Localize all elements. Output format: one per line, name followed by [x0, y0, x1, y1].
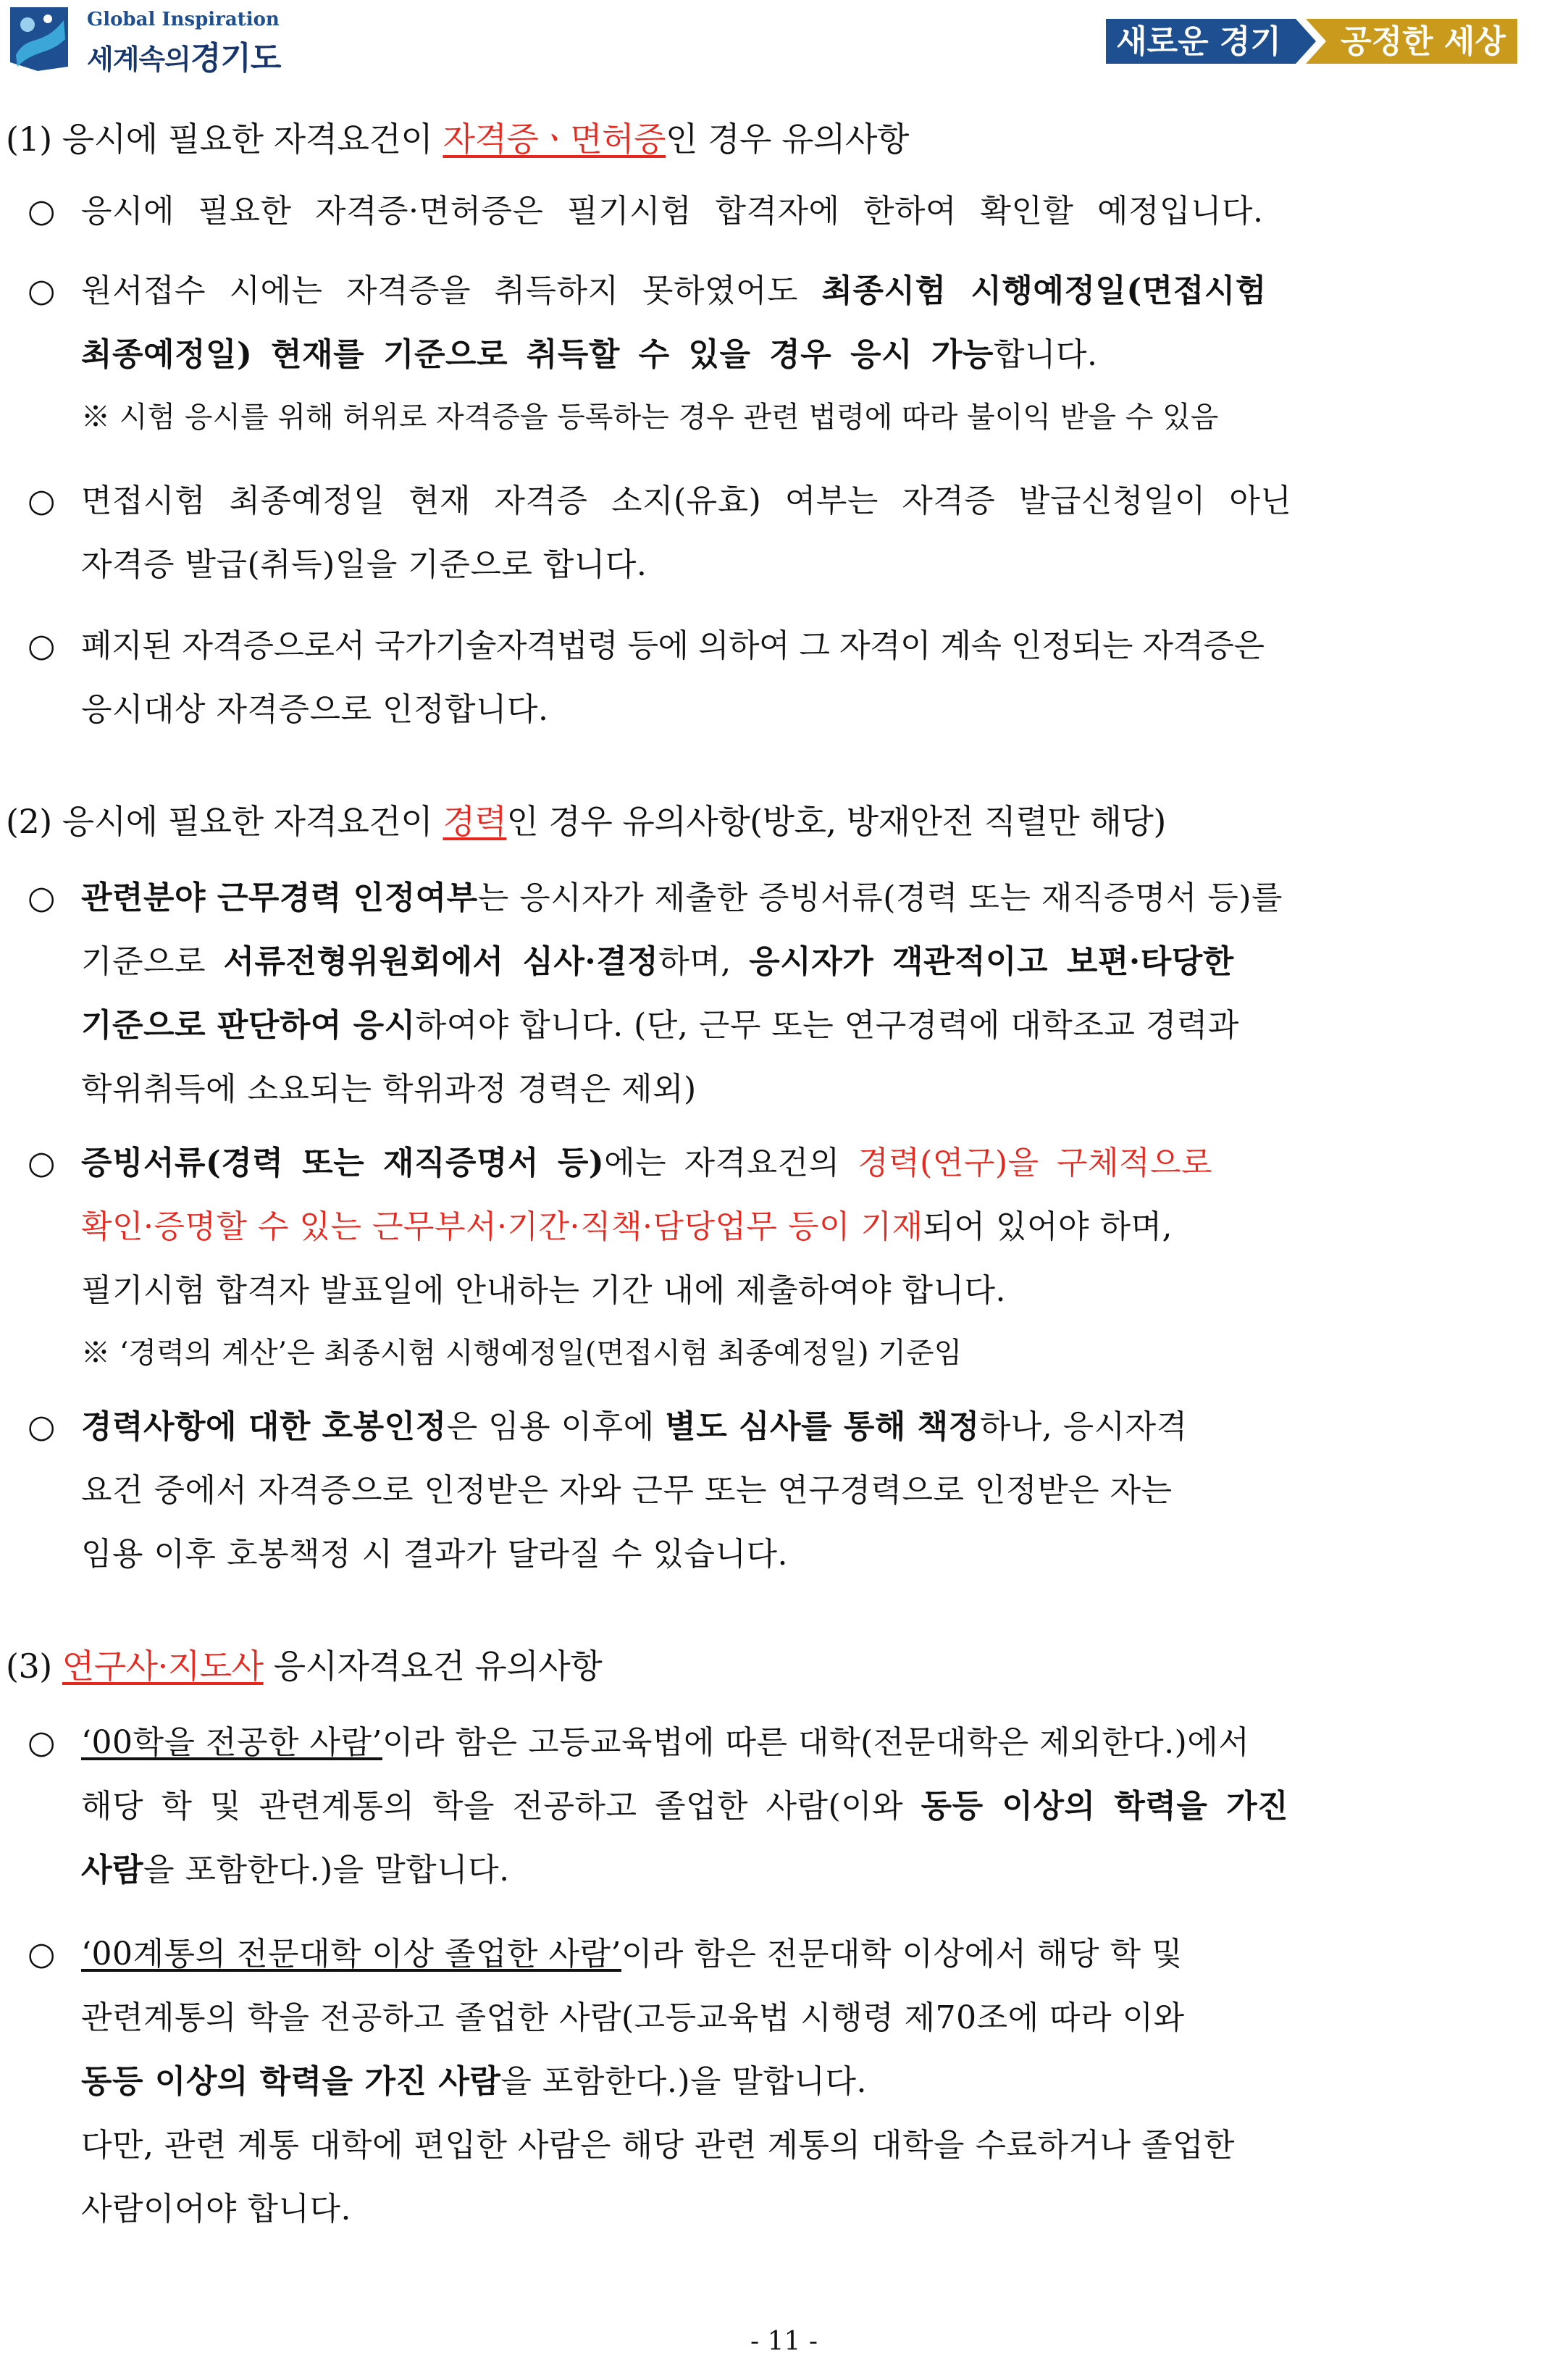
bullet-marker: ○ — [28, 193, 56, 230]
bullet-marker: ○ — [28, 1145, 56, 1181]
section2-heading: (2) 응시에 필요한 자격요건이 경력인 경우 유의사항(방호, 방재안전 직렬만 해당) — [6, 802, 1166, 841]
bullet-marker: ○ — [28, 482, 56, 519]
section1-heading: (1) 응시에 필요한 자격요건이 자격증ㆍ면허증인 경우 유의사항 — [6, 120, 909, 159]
bullet-marker: ○ — [28, 879, 56, 916]
section2-note: ※ ‘경력의 계산’은 최종시험 시행예정일(면접시험 최종예정일) 기준임 — [81, 1336, 963, 1370]
page-number: - 11 - — [750, 2327, 818, 2356]
section3-heading: (3) 연구사·지도사 응시자격요건 유의사항 — [6, 1647, 603, 1686]
slogan-left-text: 새로운 경기 — [1116, 23, 1281, 60]
gyeonggi-emblem-icon — [6, 4, 72, 74]
gyeonggi-logo — [6, 4, 281, 77]
bullet-marker: ○ — [28, 272, 56, 309]
slogan-banner — [1106, 16, 1517, 67]
logo-wordmark: 세계속의경기도 — [87, 40, 281, 77]
slogan-right-text: 공정한 세상 — [1341, 23, 1506, 60]
bullet-marker: ○ — [28, 1936, 56, 1973]
bullet-marker: ○ — [28, 627, 56, 664]
section1-note: ※ 시험 응시를 위해 허위로 자격증을 등록하는 경우 관련 법령에 따라 불이익 받을 수 있음 — [81, 401, 1219, 434]
bullet-marker: ○ — [28, 1724, 56, 1761]
logo-tagline: Global Inspiration — [87, 9, 280, 30]
bullet-marker: ○ — [28, 1408, 56, 1445]
